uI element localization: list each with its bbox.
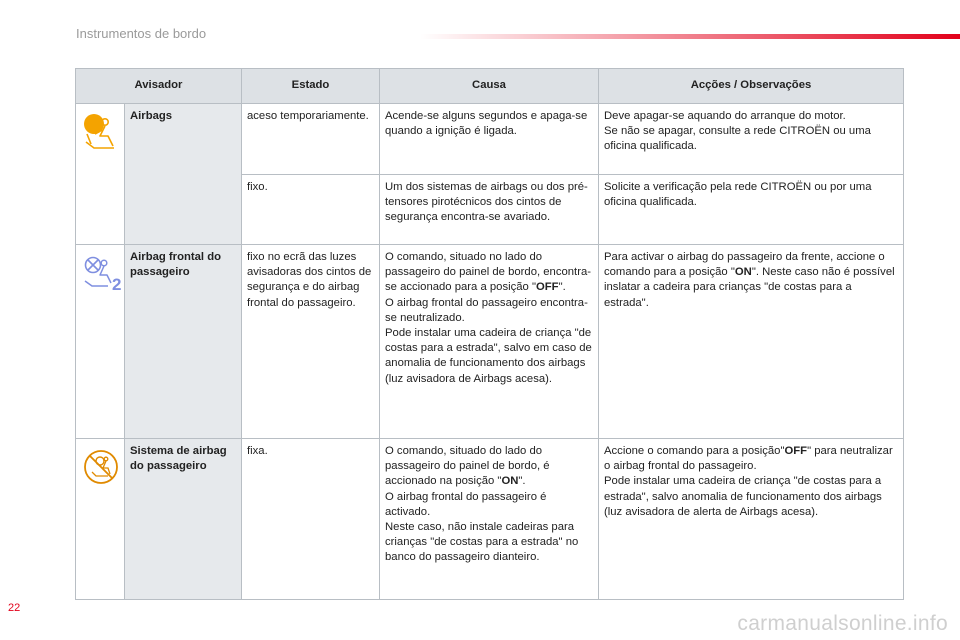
causa-line (385, 250, 592, 296)
accoes-text: Accione o comando para a posição" (604, 445, 785, 457)
causa-text: O comando, situado do lado do passageiro do painel de bordo, é accionado na posição " (385, 445, 550, 488)
causa-text: ". (518, 475, 526, 488)
switch-position: OFF (535, 281, 559, 294)
passenger-airbag-on-icon (80, 447, 124, 487)
causa-cell: Um dos sistemas de airbags ou dos pré-tensores pirotécnicos dos cintos de segurança encontra-se avariado. (380, 175, 599, 245)
icon-cell (76, 245, 125, 439)
col-header-accoes: Acções / Observações (599, 69, 904, 104)
causa-text: ". (558, 281, 566, 294)
section-accent-bar (420, 34, 960, 39)
watermark: carmanualsonline.info (737, 612, 948, 635)
causa-cell: Acende-se alguns segundos e apaga-se quando a ignição é ligada. (380, 104, 599, 175)
table-row (76, 104, 904, 175)
accoes-cell (599, 104, 904, 175)
page-number: 22 (8, 602, 21, 614)
table-row (76, 439, 904, 600)
switch-position: ON (501, 475, 519, 488)
accoes-text: ". Neste caso não é possível inslatar a cadeira para crianças "de costas para a estrada". (604, 266, 895, 309)
switch-position: ON (734, 266, 752, 279)
causa-line: O airbag frontal do passageiro encontra-se neutralizado. (385, 296, 588, 324)
estado-cell: aceso temporariamente. (242, 104, 380, 175)
svg-text:2: 2 (112, 275, 122, 293)
passenger-airbag-off-icon (80, 253, 124, 293)
icon-cell (76, 439, 125, 600)
causa-line (385, 444, 592, 490)
estado-cell: fixa. (242, 439, 380, 600)
accoes-cell (599, 245, 904, 439)
causa-cell (380, 245, 599, 439)
causa-line: Pode instalar uma cadeira de criança "de costas para a estrada", salvo em caso de anomalia de funcionamento dos airbags (luz avisadora de Airbags acesa). (385, 327, 592, 385)
accoes-line: Se não se apagar, consulte a rede CITROËN ou uma oficina qualificada. (604, 125, 871, 153)
accoes-line: Deve apagar-se aquando do arranque do motor. (604, 110, 846, 122)
warning-lights-table (75, 68, 904, 600)
estado-cell: fixo no ecrã das luzes avisadoras dos cintos de segurança e do airbag frontal do passageiro. (242, 245, 380, 439)
accoes-line (604, 444, 897, 474)
causa-line: Neste caso, não instale cadeiras para crianças "de costas para a estrada" no banco do passageiro dianteiro. (385, 521, 579, 564)
warning-name: Airbags (125, 104, 242, 245)
accoes-text: " para neutralizar o airbag frontal do passageiro. (604, 445, 893, 473)
accoes-cell: Solicite a verificação pela rede CITROËN ou por uma oficina qualificada. (599, 175, 904, 245)
table-row (76, 245, 904, 439)
airbag-warning-icon (80, 112, 124, 152)
table-header-row (76, 69, 904, 104)
col-header-avisador: Avisador (76, 69, 242, 104)
accoes-text: Para activar o airbag do passageiro da frente, accione o comando para a posição " (604, 251, 885, 279)
warning-name: Airbag frontal do passageiro (125, 245, 242, 439)
col-header-causa: Causa (380, 69, 599, 104)
col-header-estado: Estado (242, 69, 380, 104)
causa-text: O comando, situado no lado do passageiro do painel de bordo, encontra-se accionado para a posição " (385, 251, 591, 294)
accoes-cell (599, 439, 904, 600)
accoes-line: Pode instalar uma cadeira de criança "de costas para a estrada", salvo anomalia de funcionamento dos airbags (luz avisadora de alerta de Airbags acesa). (604, 475, 882, 518)
section-title: Instrumentos de bordo (76, 26, 207, 41)
icon-cell (76, 104, 125, 245)
causa-line: O airbag frontal do passageiro é activado. (385, 490, 547, 518)
switch-position: OFF (784, 445, 808, 457)
warning-name: Sistema de airbag do passageiro (125, 439, 242, 600)
causa-cell (380, 439, 599, 600)
estado-cell: fixo. (242, 175, 380, 245)
